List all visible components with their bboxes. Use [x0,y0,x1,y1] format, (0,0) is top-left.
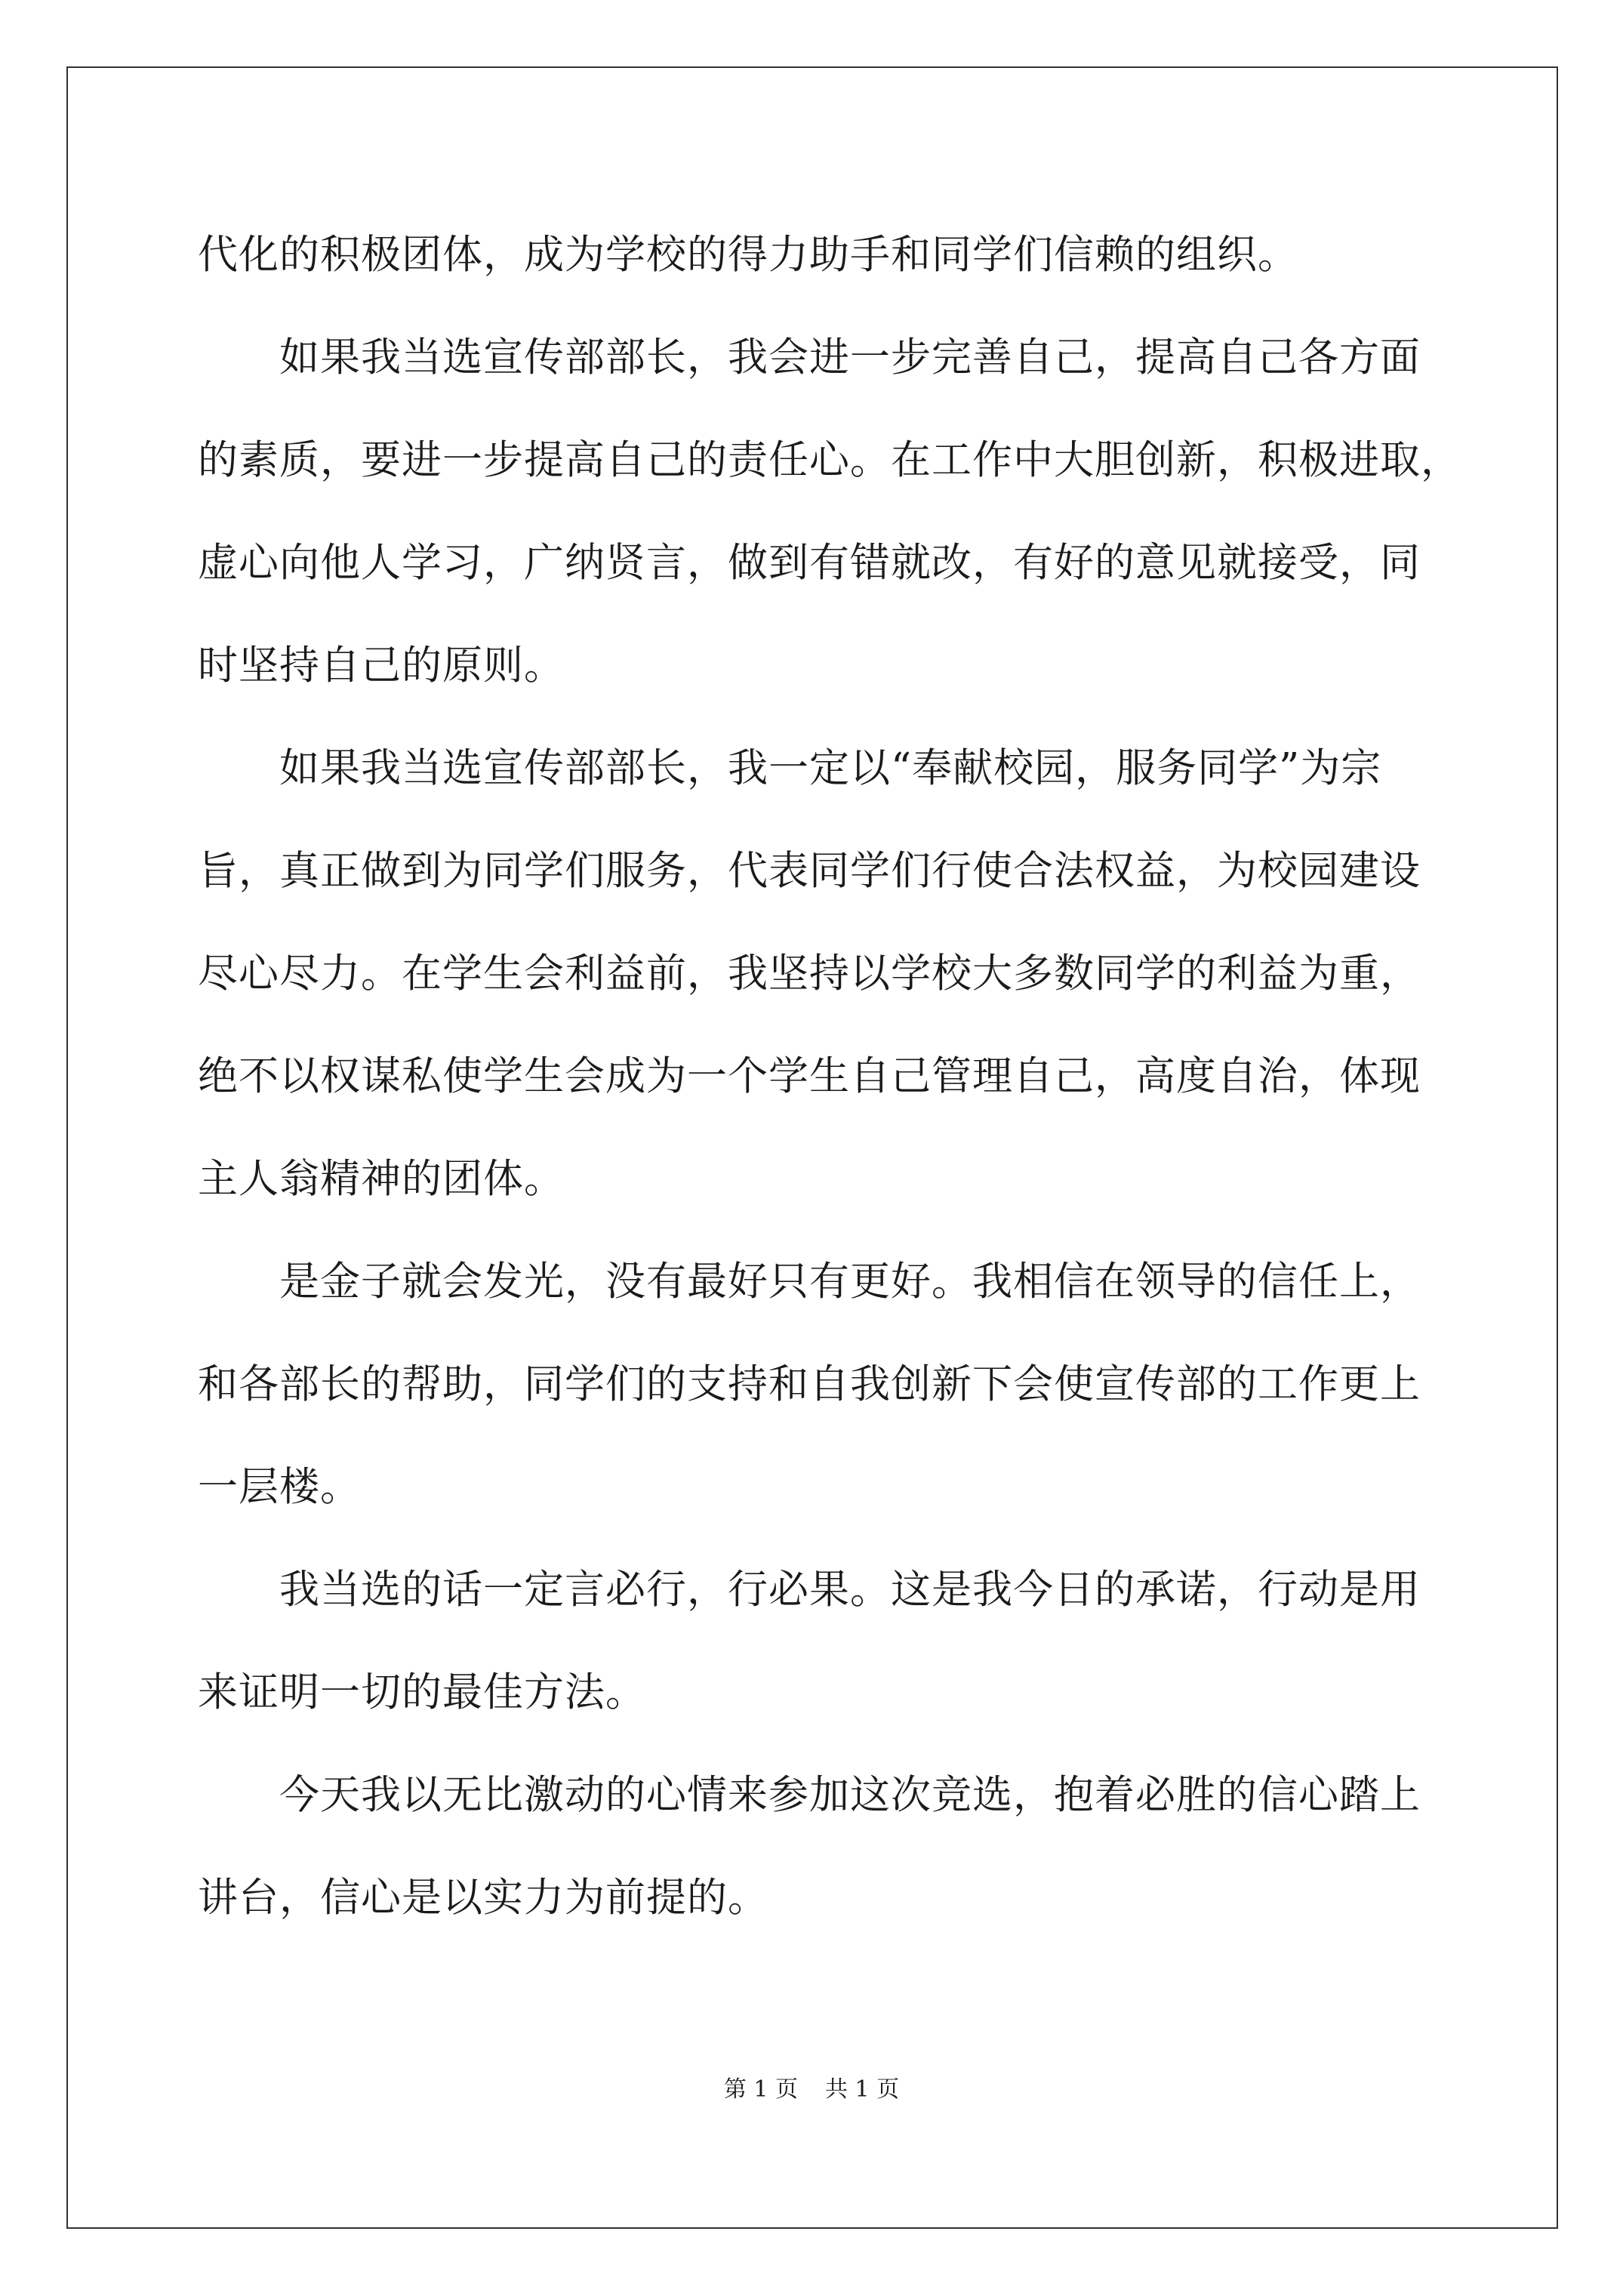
text-line: 来证明一切的最佳方法。 [198,1669,646,1715]
text-line: 我当选的话一定言必行，行必果。这是我今日的承诺，行动是用 [198,1567,1421,1613]
text-line: 代化的积极团体，成为学校的得力助手和同学们信赖的组织。 [198,232,1298,278]
page-footer [0,2070,1623,2103]
text-line: 时坚持自己的原则。 [198,643,565,689]
page-number: 第 1 页 [723,2076,798,2103]
page-total: 共 1 页 [825,2076,900,2103]
text-line: 旨，真正做到为同学们服务，代表同学们行使合法权益，为校园建设 [198,848,1421,894]
text-line: 绝不以权谋私使学生会成为一个学生自己管理自己，高度自治，体现 [198,1053,1421,1099]
text-line: 今天我以无比激动的心情来参加这次竞选，抱着必胜的信心踏上 [198,1772,1421,1818]
text-line: 虚心向他人学习，广纳贤言，做到有错就改，有好的意见就接受，同 [198,540,1421,586]
text-line: 讲台，信心是以实力为前提的。 [198,1875,768,1921]
text-line: 和各部长的帮助，同学们的支持和自我创新下会使宣传部的工作更上 [198,1361,1421,1407]
document-body [198,204,1461,1949]
text-line: 如果我当选宣传部部长，我一定以“奉献校园，服务同学”为宗 [198,745,1382,791]
text-line: 如果我当选宣传部部长，我会进一步完善自己，提高自己各方面 [198,334,1421,381]
text-line: 是金子就会发光，没有最好只有更好。我相信在领导的信任上， [198,1259,1421,1305]
text-line: 尽心尽力。在学生会利益前，我坚持以学校大多数同学的利益为重， [198,951,1421,997]
text-line: 的素质，要进一步提高自己的责任心。在工作中大胆创新，积极进取， [198,437,1461,483]
text-line: 一层楼。 [198,1464,361,1510]
text-line: 主人翁精神的团体。 [198,1156,565,1202]
